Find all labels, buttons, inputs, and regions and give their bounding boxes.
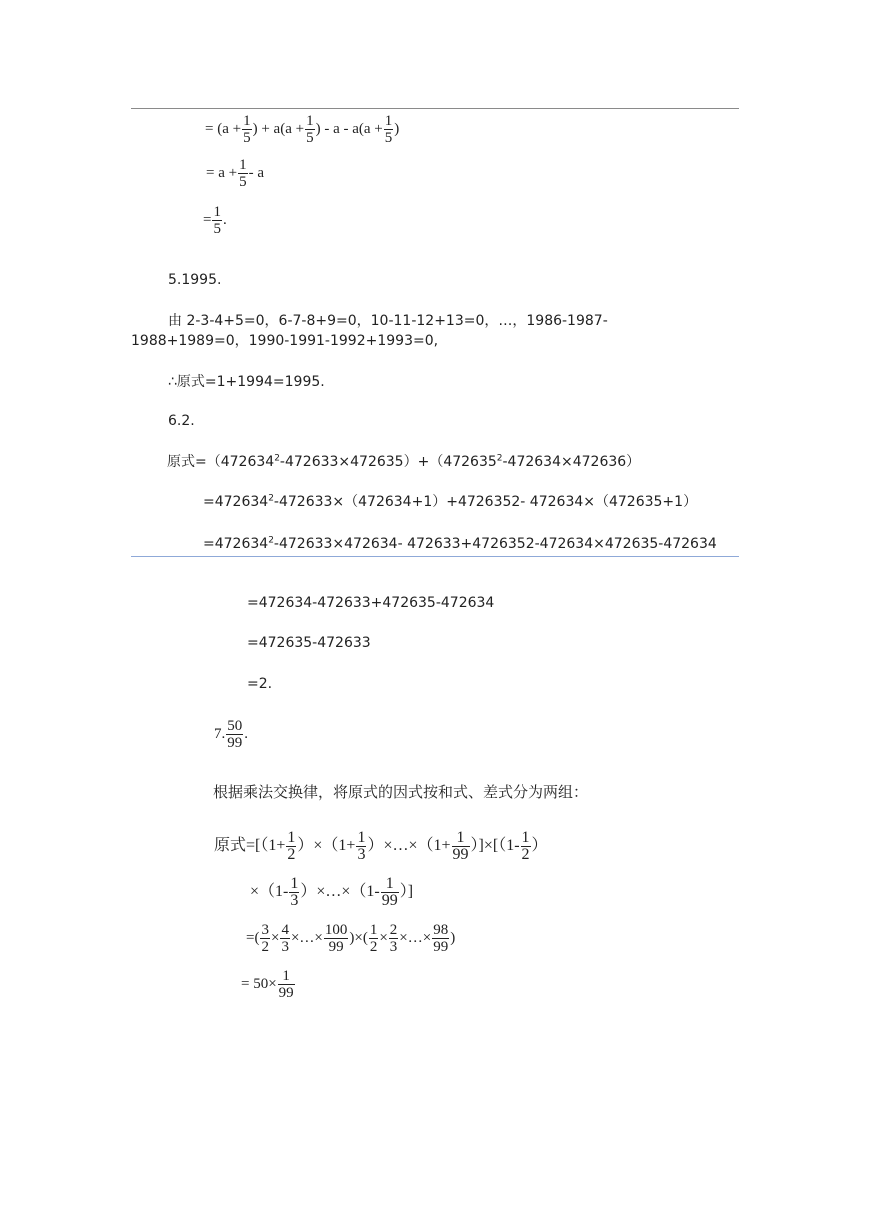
- s5-line3: ∴原式=1+1994=1995.: [168, 374, 325, 390]
- s6-line3: $=472634^2-472633\times 472634-$ 472633+4726352-472634×472635-472634: [203, 535, 717, 552]
- s6-line6: =2.: [247, 676, 273, 692]
- s4-line2: = a + $\frac{1}{5}$ - a: [206, 157, 264, 190]
- s4-line1: = (a + $\frac{1}{5}$ ) + a(a + $\frac{1}{5}$ ) - a - a(a + $\frac{1}{5}$ ): [205, 113, 400, 146]
- s5-line1: 由 2-3-4+5=0，6-7-8+9=0，10-11-12+13=0，…，1986-1987-: [168, 313, 608, 329]
- s6-answer: 6.2.: [168, 413, 195, 429]
- s7-line1: 原式=[（1+ $\frac{1}{2}$ ）×（1+ $\frac{1}{3}$ ）×…×（1+ $\frac{1}{99}$ ）]×[（1- $\frac{1}{2}$ ）: [214, 829, 548, 863]
- s4-line3: = $\frac{1}{5}$ .: [203, 204, 227, 237]
- s7-line3: =( $\frac{3}{2}$ × $\frac{4}{3}$ ×…× $\frac{100}{99}$ )×( $\frac{1}{2}$ × $\frac{2}{3}$ ×…× $\frac{98}{99}$ ): [246, 922, 456, 955]
- s7-answer: 7. $\frac{50}{99}$ .: [214, 718, 248, 751]
- s7-intro: 根据乘法交换律，将原式的因式按和式、差式分为两组：: [213, 783, 589, 801]
- s6-line4: =472634-472633+472635-472634: [247, 595, 495, 611]
- s7-line2: ×（1- $\frac{1}{3}$ ）×…×（1- $\frac{1}{99}$ ）]: [250, 875, 414, 909]
- s5-answer: 5.1995.: [168, 272, 222, 288]
- s6-line5: =472635-472633: [247, 635, 371, 651]
- s7-line4: = 50× $\frac{1}{99}$: [241, 968, 294, 1001]
- s5-line2: 1988+1989=0，1990-1991-1992+1993=0,: [131, 333, 439, 349]
- top-divider: [131, 108, 739, 109]
- s6-line1: 原式$=(472634^2-472633\times 472635)+(472635^2-472634\times 472636)$: [167, 453, 641, 470]
- page-break-divider: [131, 556, 739, 557]
- s6-line2: $=472634^2-472633\times(472634+1)+4726352-$ 472634×（472635+1）: [203, 493, 698, 510]
